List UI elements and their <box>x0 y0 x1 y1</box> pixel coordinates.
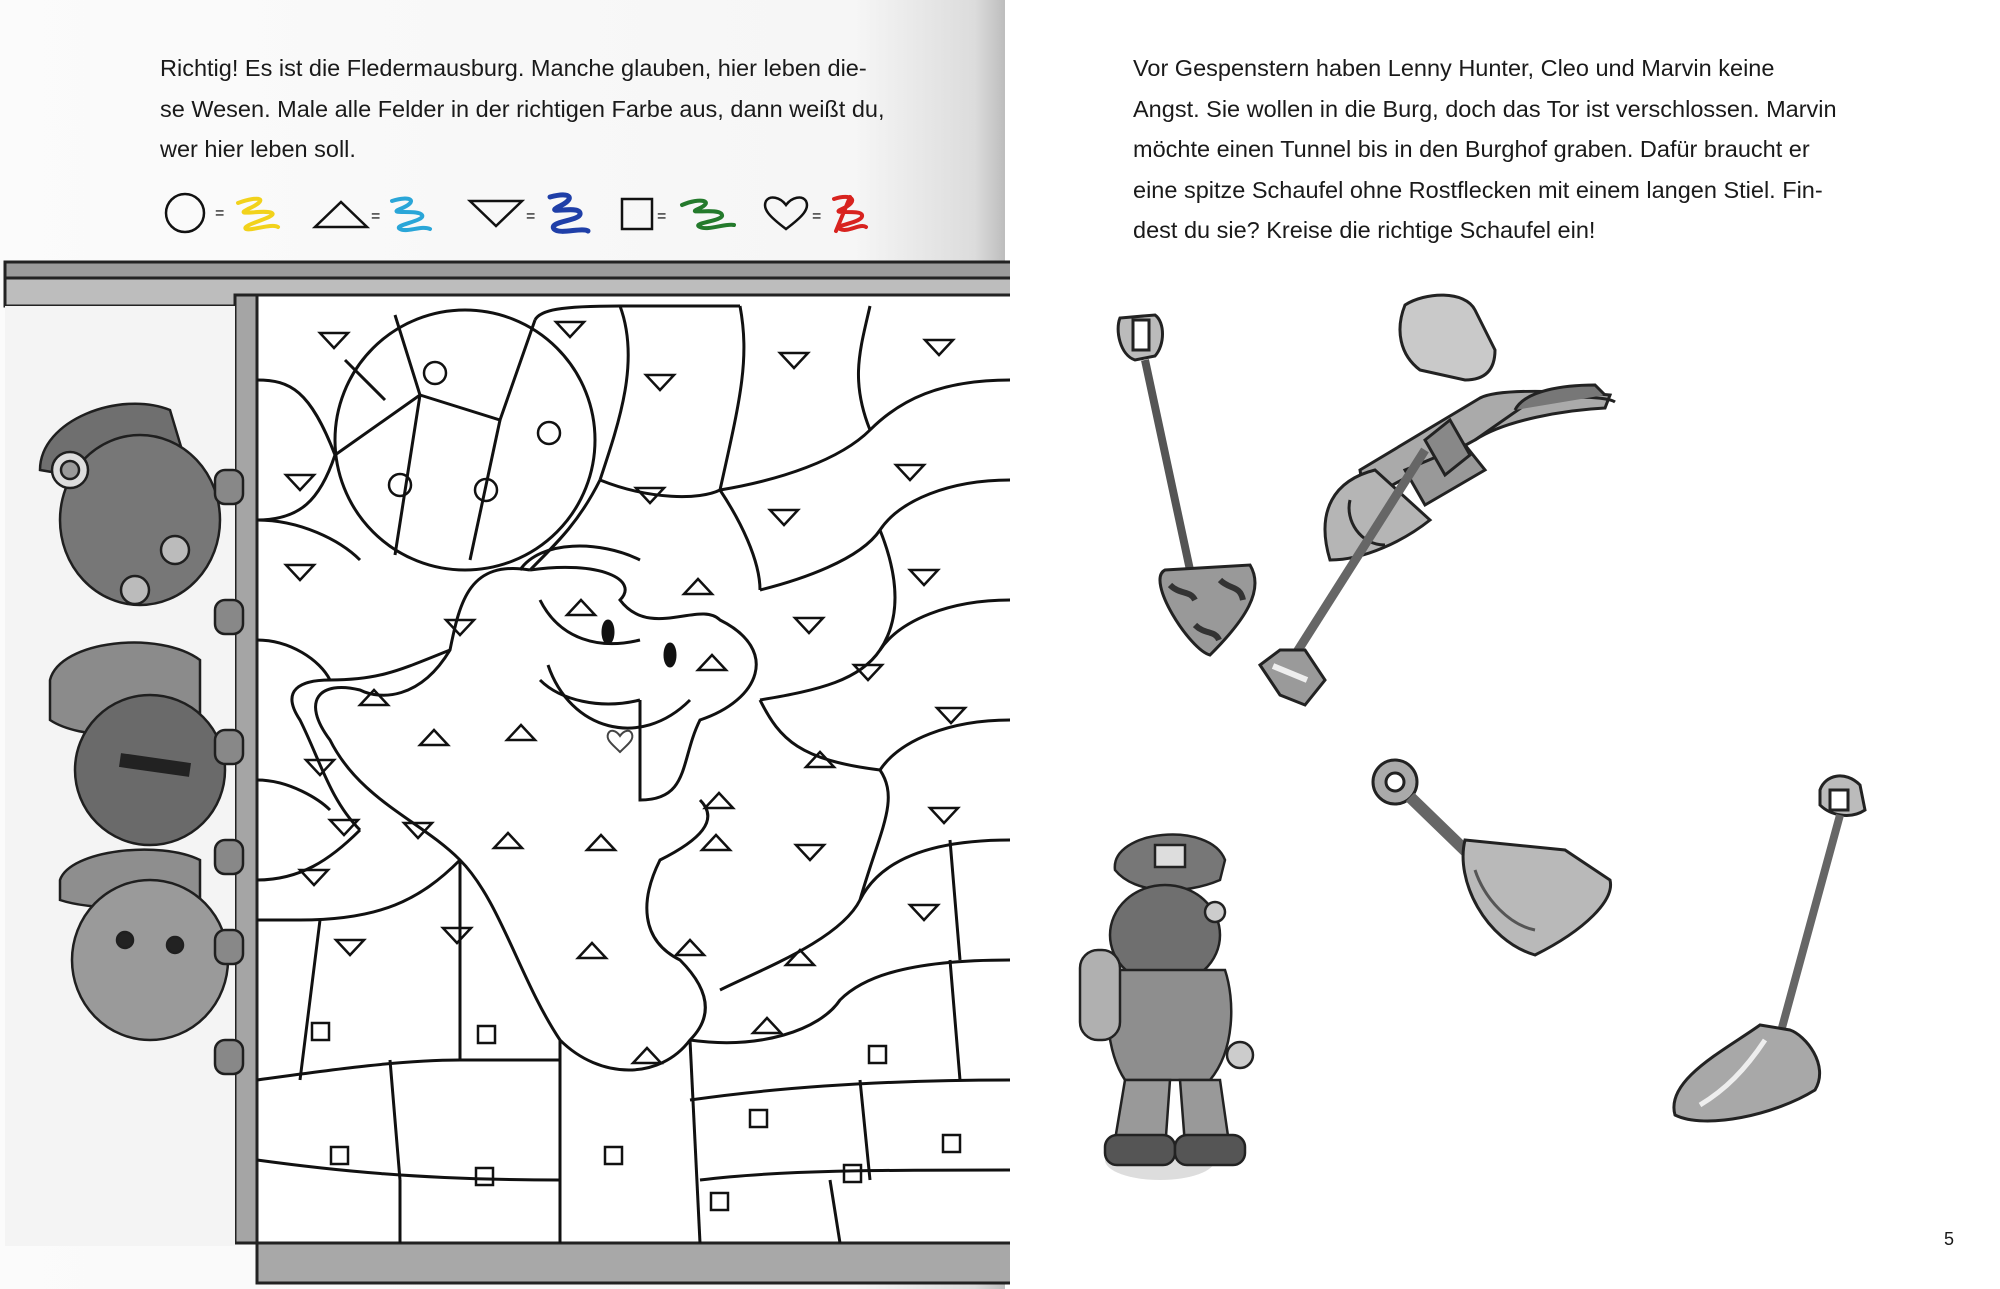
legend-equals: = <box>657 208 667 225</box>
right-instructions-line: Vor Gespenstern haben Lenny Hunter, Cleo und Marvin keine <box>1133 55 1775 81</box>
legend-equals: = <box>215 205 225 222</box>
left-instructions-line: wer hier leben soll. <box>160 136 356 162</box>
mole-explorer-illustration <box>1080 835 1253 1180</box>
legend-equals: = <box>371 208 381 225</box>
left-instructions-line: Richtig! Es ist die Fledermausburg. Manche glauben, hier leben die- <box>160 55 867 81</box>
shovel-choices <box>1005 0 2000 1289</box>
short-spade-option[interactable] <box>1674 776 1865 1121</box>
left-instructions-line: se Wesen. Male alle Felder in der richtigen Farbe aus, dann weißt du, <box>160 95 885 122</box>
ghost-eye <box>603 621 613 643</box>
legend-equals: = <box>812 208 822 225</box>
right-instructions-line: eine spitze Schaufel ohne Rostflecken mit einem langen Stiel. Fin- <box>1133 176 1823 203</box>
legend-equals: = <box>526 208 536 225</box>
peeking-characters-illustration <box>5 306 243 1246</box>
rusty-shovel-option[interactable] <box>1118 315 1255 655</box>
right-instructions-line: möchte einen Tunnel bis in den Burghof graben. Dafür braucht er <box>1133 136 1810 162</box>
scoop-option[interactable] <box>1373 760 1611 955</box>
page-number: 5 <box>1944 1229 1955 1249</box>
ghost-eye <box>665 644 675 666</box>
right-instructions-line: dest du sie? Kreise die richtige Schaufel ein! <box>1133 217 1596 243</box>
right-instructions-line: Angst. Sie wollen in die Burg, doch das Tor ist verschlossen. Marvin <box>1133 95 1837 122</box>
